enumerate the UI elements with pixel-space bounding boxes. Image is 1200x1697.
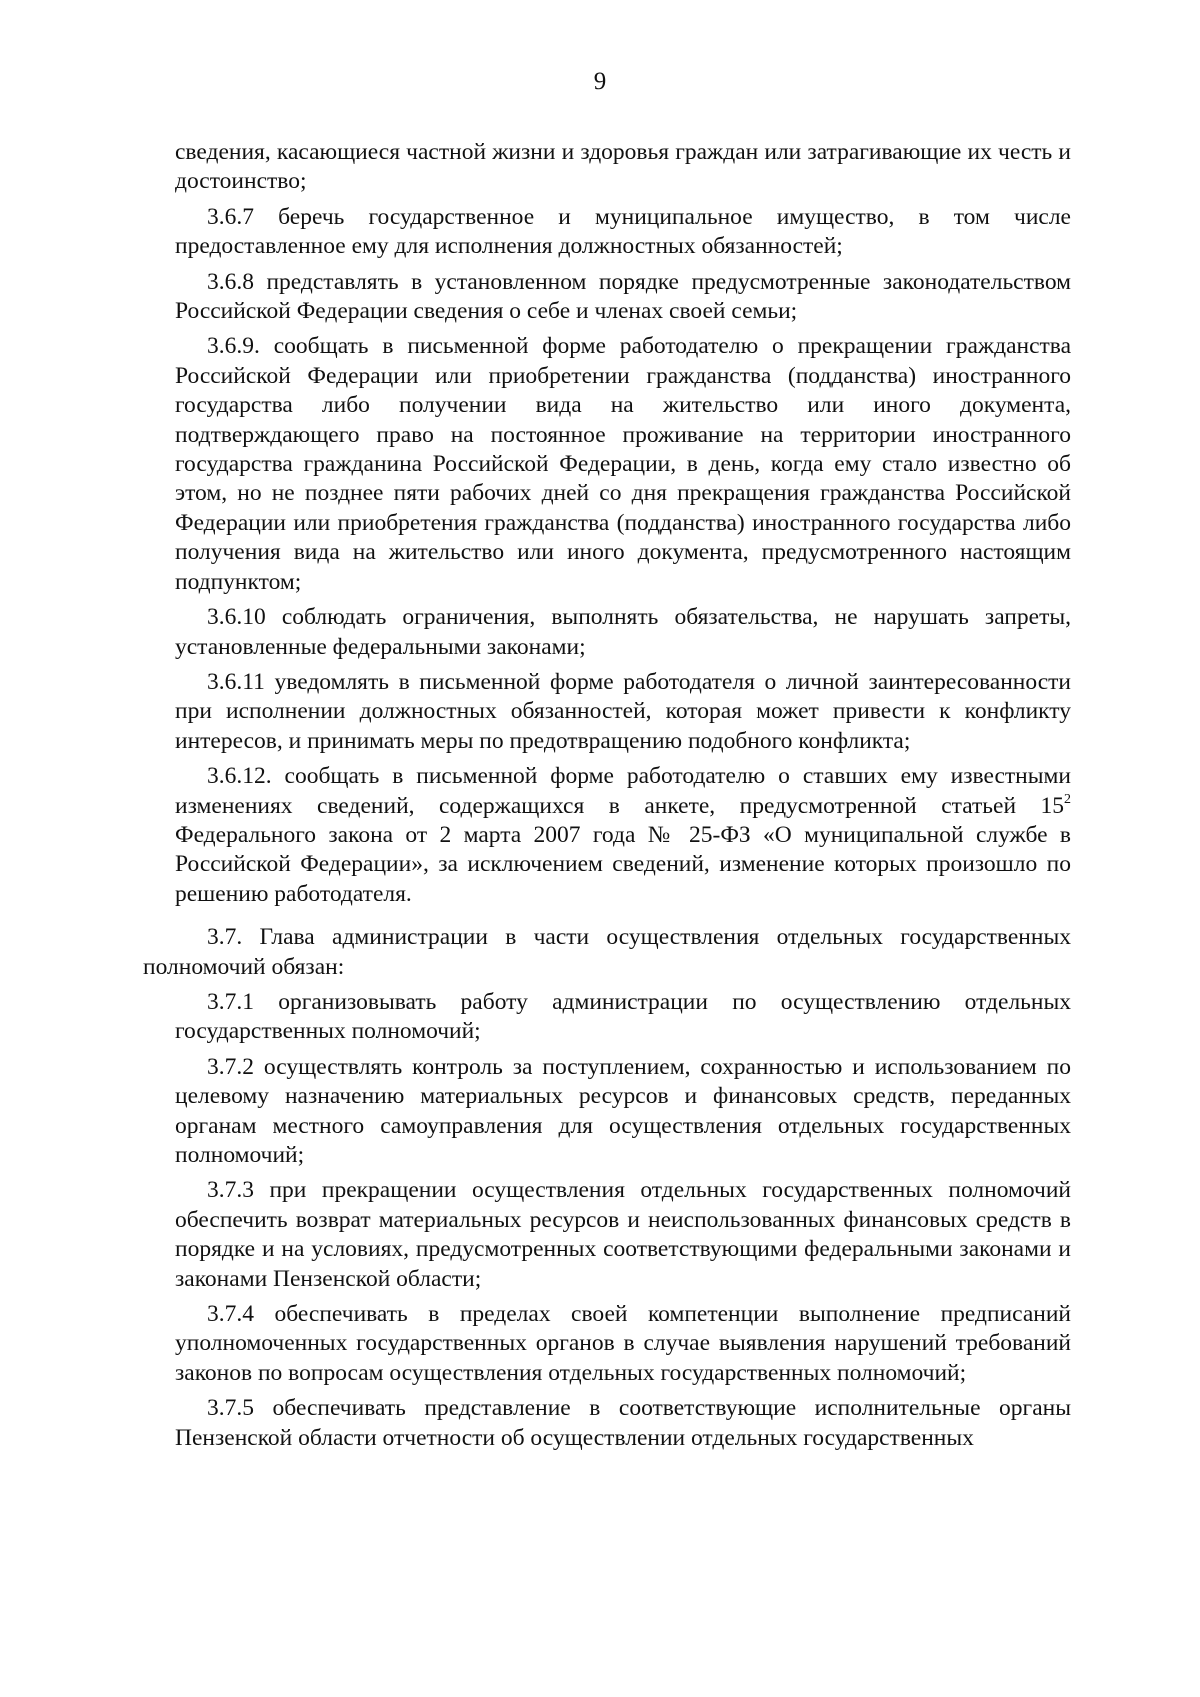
paragraph-3-6-12-text-before: 3.6.12. сообщать в письменной форме работодателю о ставших ему известными изменениях сведений, содержащихся в анкете, предусмотренной статьей 15 xyxy=(175,763,1071,819)
paragraph-3-7-5: 3.7.5 обеспечивать представление в соответствующие исполнительные органы Пензенской области отчетности об осуществлении отдельных государственных xyxy=(175,1395,1071,1451)
paragraph-3-7-2: 3.7.2 осуществлять контроль за поступлением, сохранностью и использованием по целевому назначению материальных ресурсов и финансовых средств, переданных органам местного самоуправления для осуществления отдельных государственных полномочий; xyxy=(175,1053,1071,1168)
paragraph-3-7-3: 3.7.3 при прекращении осуществления отдельных государственных полномочий обеспечить возврат материальных ресурсов и неиспользованных финансовых средств в порядке и на условиях, предусмотренных соответствующими федеральными законами и законами Пензенской области; xyxy=(175,1177,1071,1292)
paragraph-3-6-12 xyxy=(175,762,1071,909)
paragraph-continuation: сведения, касающиеся частной жизни и здоровья граждан или затрагивающие их честь и достоинство; xyxy=(175,139,1071,195)
paragraph-3-6-7: 3.6.7 беречь государственное и муниципальное имущество, в том числе предоставленное ему для исполнения должностных обязанностей; xyxy=(175,203,1071,260)
page-number: 9 xyxy=(593,68,607,95)
paragraph-3-6-8: 3.6.8 представлять в установленном порядке предусмотренные законодательством Российской Федерации сведения о себе и членах своей семьи; xyxy=(175,268,1071,325)
paragraph-3-7-4: 3.7.4 обеспечивать в пределах своей компетенции выполнение предписаний уполномоченных государственных органов в случае выявления нарушений требований законов по вопросам осуществления отдельных государственных полномочий; xyxy=(175,1301,1071,1386)
paragraph-3-6-10: 3.6.10 соблюдать ограничения, выполнять обязательства, не нарушать запреты, установленные федеральными законами; xyxy=(175,604,1071,660)
paragraph-3-6-11: 3.6.11 уведомлять в письменной форме работодателя о личной заинтересованности при исполнении должностных обязанностей, которая может привести к конфликту интересов, и принимать меры по предотвращению подобного конфликта; xyxy=(175,668,1071,754)
paragraph-3-7: 3.7. Глава администрации в части осуществления отдельных государственных полномочий обязан: xyxy=(143,924,1071,980)
paragraph-3-6-12-text-after: Федерального закона от 2 марта 2007 года № 25-ФЗ «О муниципальной службе в Российской Федерации», за исключением сведений, изменение которых произошло по решению работодателя. xyxy=(175,821,1071,907)
superscript-2: 2 xyxy=(1064,791,1071,807)
document-body xyxy=(143,138,1071,1459)
paragraph-3-7-1: 3.7.1 организовывать работу администрации по осуществлению отдельных государственных полномочий; xyxy=(175,988,1071,1045)
paragraph-3-6-9: 3.6.9. сообщать в письменной форме работодателю о прекращении гражданства Российской Федерации или приобретении гражданства (подданства) иностранного государства либо получении вида на жительство или иного документа, подтверждающего право на постоянное проживание на территории иностранного государства гражданина Российской Федерации, в день, когда ему стало известно об этом, но не позднее пяти рабочих дней со дня прекращения гражданства Российской Федерации или приобретения гражданства (подданства) иностранного государства либо получения вида на жительство или иного документа, предусмотренного настоящим подпунктом; xyxy=(175,333,1071,595)
